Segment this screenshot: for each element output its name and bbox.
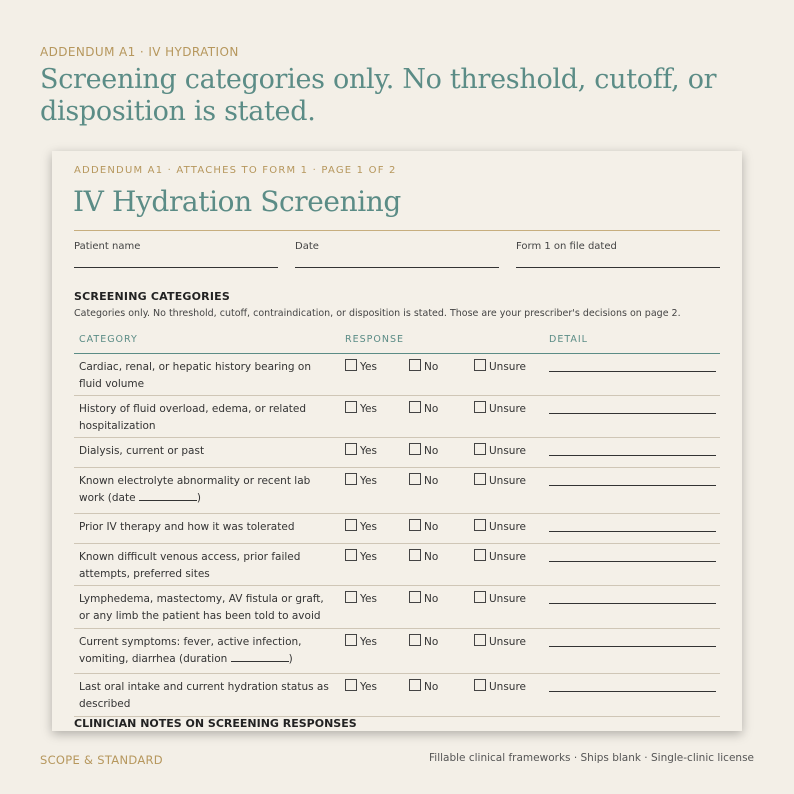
checkbox[interactable] (345, 679, 357, 691)
table-row (74, 514, 720, 544)
category-text: Dialysis, current or past (79, 445, 205, 457)
option-unsure[interactable] (474, 473, 526, 489)
checkbox[interactable] (409, 549, 421, 561)
option-label: Yes (360, 361, 377, 373)
option-no[interactable] (409, 519, 438, 535)
option-label: No (424, 551, 439, 563)
checkbox[interactable] (474, 549, 486, 561)
detail-field[interactable] (549, 691, 716, 692)
option-no[interactable] (409, 359, 438, 375)
checkbox[interactable] (409, 359, 421, 371)
date-field[interactable] (295, 241, 499, 268)
table-row (74, 438, 720, 468)
column-detail: DETAIL (549, 334, 588, 345)
checkbox[interactable] (474, 519, 486, 531)
detail-field[interactable] (549, 455, 716, 456)
checkbox[interactable] (474, 359, 486, 371)
category-text: Last oral intake and current hydration status as described (79, 681, 329, 710)
table-row (74, 468, 720, 514)
field-line[interactable] (295, 267, 499, 268)
option-label: Unsure (489, 551, 527, 563)
option-unsure[interactable] (474, 443, 526, 459)
option-label: Yes (360, 551, 377, 563)
category-text: Lymphedema, mastectomy, AV fistula or graft, or any limb the patient has been told to avoid (79, 593, 324, 622)
option-label: No (424, 593, 439, 605)
option-yes[interactable] (345, 634, 377, 650)
option-label: No (424, 403, 439, 415)
table-row (74, 544, 720, 586)
option-label: Yes (360, 475, 377, 487)
column-category: CATEGORY (79, 334, 138, 345)
category-suffix-close: ) (196, 492, 201, 504)
option-label: No (424, 475, 439, 487)
option-yes[interactable] (345, 549, 377, 565)
detail-field[interactable] (549, 485, 716, 486)
option-no[interactable] (409, 473, 438, 489)
category-cell (79, 549, 334, 583)
option-unsure[interactable] (474, 401, 526, 417)
checkbox[interactable] (474, 591, 486, 603)
option-no[interactable] (409, 443, 438, 459)
column-response: RESPONSE (345, 334, 404, 345)
option-no[interactable] (409, 591, 438, 607)
checkbox[interactable] (474, 401, 486, 413)
checkbox[interactable] (409, 519, 421, 531)
category-suffix-close: ) (288, 653, 293, 665)
checkbox[interactable] (409, 401, 421, 413)
category-text: Known difficult venous access, prior failed attempts, preferred sites (79, 551, 301, 580)
title-divider (74, 230, 720, 231)
category-cell (79, 591, 334, 625)
option-label: No (424, 445, 439, 457)
detail-field[interactable] (549, 646, 716, 647)
patient-name-field[interactable] (74, 241, 278, 268)
table-header (74, 334, 720, 354)
option-label: No (424, 361, 439, 373)
sheet-title: IV Hydration Screening (73, 185, 401, 218)
option-unsure[interactable] (474, 679, 526, 695)
category-cell (79, 679, 334, 713)
checkbox[interactable] (345, 634, 357, 646)
option-label: Yes (360, 593, 377, 605)
category-text: History of fluid overload, edema, or related hospitalization (79, 403, 307, 432)
option-label: Unsure (489, 681, 527, 693)
section-title: SCREENING CATEGORIES (74, 290, 230, 303)
option-label: Unsure (489, 475, 527, 487)
field-line[interactable] (516, 267, 720, 268)
option-yes[interactable] (345, 679, 377, 695)
checkbox[interactable] (474, 634, 486, 646)
category-text: Current symptoms: fever, active infection, vomiting, diarrhea (79, 636, 302, 665)
option-unsure[interactable] (474, 549, 526, 565)
option-unsure[interactable] (474, 634, 526, 650)
option-yes[interactable] (345, 359, 377, 375)
checkbox[interactable] (409, 443, 421, 455)
category-cell (79, 359, 334, 393)
checkbox[interactable] (345, 549, 357, 561)
option-label: Yes (360, 403, 377, 415)
option-yes[interactable] (345, 591, 377, 607)
checkbox[interactable] (409, 591, 421, 603)
checkbox[interactable] (474, 443, 486, 455)
table-body (74, 354, 720, 717)
inline-blank[interactable] (139, 500, 197, 501)
option-unsure[interactable] (474, 591, 526, 607)
option-label: Yes (360, 681, 377, 693)
checkbox[interactable] (474, 473, 486, 485)
checkbox[interactable] (345, 519, 357, 531)
section-note: Categories only. No threshold, cutoff, contraindication, or disposition is stated. Those are your prescriber's decisions on page 2. (74, 308, 681, 319)
option-no[interactable] (409, 679, 438, 695)
detail-field[interactable] (549, 531, 716, 532)
table-row (74, 354, 720, 396)
option-label: Yes (360, 636, 377, 648)
option-label: Unsure (489, 636, 527, 648)
category-suffix: (date (107, 492, 136, 504)
category-cell (79, 443, 334, 460)
option-label: Yes (360, 521, 377, 533)
table-row (74, 586, 720, 629)
detail-field[interactable] (549, 371, 716, 372)
category-cell (79, 634, 334, 668)
screening-table (74, 334, 720, 717)
checkbox[interactable] (474, 679, 486, 691)
option-label: Unsure (489, 593, 527, 605)
category-cell (79, 473, 334, 507)
detail-field[interactable] (549, 561, 716, 562)
option-label: No (424, 681, 439, 693)
option-label: Yes (360, 445, 377, 457)
category-text: Prior IV therapy and how it was tolerated (79, 521, 295, 533)
checkbox[interactable] (345, 359, 357, 371)
inline-blank[interactable] (231, 661, 289, 662)
field-label: Date (295, 241, 319, 252)
checkbox[interactable] (345, 443, 357, 455)
detail-field[interactable] (549, 413, 716, 414)
checkbox[interactable] (409, 679, 421, 691)
option-label: No (424, 521, 439, 533)
option-label: Unsure (489, 361, 527, 373)
category-cell (79, 519, 334, 536)
category-text: Cardiac, renal, or hepatic history bearing on fluid volume (79, 361, 312, 390)
page-headline: Screening categories only. No threshold, cutoff, or disposition is stated. (40, 64, 717, 127)
option-yes[interactable] (345, 401, 377, 417)
category-text: Known electrolyte abnormality or recent lab work (79, 475, 311, 504)
page-eyebrow: ADDENDUM A1 · IV HYDRATION (40, 45, 239, 59)
option-no[interactable] (409, 401, 438, 417)
table-row (74, 629, 720, 674)
field-label: Form 1 on file dated (516, 241, 617, 252)
checkbox[interactable] (345, 591, 357, 603)
checkbox[interactable] (345, 473, 357, 485)
option-label: No (424, 636, 439, 648)
option-yes[interactable] (345, 443, 377, 459)
option-label: Unsure (489, 403, 527, 415)
checkbox[interactable] (409, 634, 421, 646)
option-yes[interactable] (345, 519, 377, 535)
category-suffix: (duration (179, 653, 228, 665)
field-label: Patient name (74, 241, 141, 252)
sheet-eyebrow: ADDENDUM A1 · ATTACHES TO FORM 1 · PAGE 1 OF 2 (74, 165, 397, 176)
form1-date-field[interactable] (516, 241, 720, 268)
option-no[interactable] (409, 549, 438, 565)
form-sheet (52, 151, 742, 731)
option-label: Unsure (489, 521, 527, 533)
table-row (74, 674, 720, 717)
checkbox[interactable] (409, 473, 421, 485)
checkbox[interactable] (345, 401, 357, 413)
brand-footer: SCOPE & STANDARD (40, 753, 163, 767)
option-yes[interactable] (345, 473, 377, 489)
license-footer: Fillable clinical frameworks · Ships blank · Single-clinic license (429, 752, 754, 764)
category-cell (79, 401, 334, 435)
option-unsure[interactable] (474, 359, 526, 375)
detail-field[interactable] (549, 603, 716, 604)
table-row (74, 396, 720, 438)
notes-title: CLINICIAN NOTES ON SCREENING RESPONSES (74, 717, 357, 730)
option-unsure[interactable] (474, 519, 526, 535)
option-label: Unsure (489, 445, 527, 457)
option-no[interactable] (409, 634, 438, 650)
field-line[interactable] (74, 267, 278, 268)
